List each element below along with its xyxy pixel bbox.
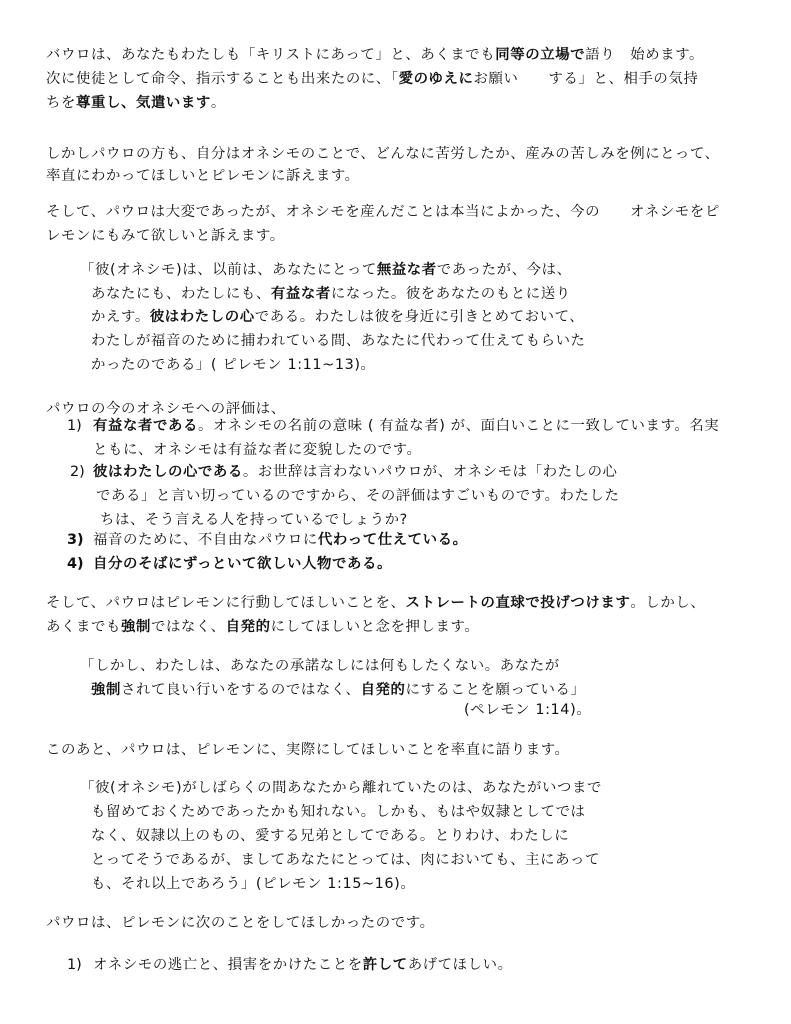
bold-text: 彼はわたしの心 (149, 309, 255, 325)
text: にしてほしいと念を押します。 (270, 619, 480, 635)
list-number: 4) (67, 556, 84, 572)
text: とってそうであるが、ましてあなたにとっては、肉においても、主にあって (91, 852, 600, 868)
text: あなたにも、わたしにも、 (91, 286, 271, 302)
text: このあと、パウロは、ピレモンに、実際にしてほしいことを率直に語ります。 (46, 742, 570, 758)
text: ちは、そう言える人を持っているでしょうか? (100, 512, 408, 528)
bold-text: 強制 (120, 619, 151, 635)
paragraph-line (46, 166, 360, 186)
text: である。わたしは彼を身近に引きとめておいて、 (254, 309, 585, 325)
paragraph-line (46, 144, 720, 164)
quote-line (91, 284, 571, 304)
list-number: 2) (70, 464, 85, 480)
text: お願い する」と、相手の気持 (473, 71, 699, 87)
quote-line (80, 778, 602, 798)
paragraph-line (46, 617, 479, 637)
text: 。お世辞は言わないパウロが、オネシモは「わたしの心 (242, 464, 618, 480)
quote-line (91, 355, 376, 375)
paragraph-line (46, 226, 285, 246)
text: パウロは、ピレモンに次のことをしてほしかったのです。 (46, 915, 435, 931)
list-item-line (100, 510, 408, 530)
text: あげてほしい。 (407, 957, 513, 973)
list-item-line (93, 554, 392, 574)
text: も、それ以上であろう」(ピレモン 1:15~16)。 (91, 876, 416, 892)
list-number: 3) (67, 532, 84, 548)
bold-text: 自発的 (360, 682, 406, 698)
text: ちを (46, 95, 76, 111)
text: 次に使徒として命令、指示することも出来たのに、「 (46, 71, 399, 87)
bold-text: 尊重し、気遣います (75, 95, 211, 111)
text: になった。彼をあなたのもとに送り (330, 286, 571, 302)
text: オネシモの逃亡と、損害をかけたことを (93, 957, 363, 973)
text: も留めておくためであったかも知れない。しかも、もはや奴隷としてでは (91, 804, 586, 820)
text: 。オネシモの名前の意味 ( 有益な者) が、面白いことに一致しています。名実 (197, 418, 720, 434)
paragraph-line (46, 913, 435, 933)
bold-text: 有益な者である (93, 418, 198, 434)
bold-text: 有益な者 (270, 286, 331, 302)
paragraph-line (46, 69, 698, 89)
text: かったのである」( ピレモン 1:11~13)。 (91, 357, 376, 373)
bold-text: ストレートの直球で投げつけます (405, 595, 631, 611)
paragraph-line (46, 740, 570, 760)
text: ではなく、 (150, 619, 226, 635)
paragraph-line (46, 45, 704, 65)
paragraph-line (46, 93, 226, 113)
paragraph-line (46, 202, 720, 222)
bold-text: 代わって仕えている。 (317, 532, 468, 548)
bold-text: 自発的 (225, 619, 271, 635)
text: (ペレモン 1:14)。 (464, 702, 592, 718)
list-item-line (93, 955, 513, 975)
quote-line (91, 826, 569, 846)
text: されて良い行いをするのではなく、 (120, 682, 361, 698)
text: そして、パウロはピレモンに行動してほしいことを、 (46, 595, 406, 611)
bold-text: 許して (362, 957, 408, 973)
text: あくまでも (46, 619, 121, 635)
text: かえす。 (91, 309, 150, 325)
quote-line (91, 874, 415, 894)
quote-line (91, 331, 586, 351)
text: 。しかし、 (630, 595, 706, 611)
text: にすることを願っている」 (405, 682, 586, 698)
text: なく、奴隷以上のもの、愛する兄弟としてである。とりわけ、わたしに (91, 828, 570, 844)
bold-text: 愛のゆえに (398, 71, 474, 87)
quote-line (91, 850, 600, 870)
text: パウロの今のオネシモへの評価は、 (46, 401, 286, 417)
list-item-line (93, 416, 719, 436)
text: そして、パウロは大変であったが、オネシモを産んだことは本当によかった、今の オネシモをピ (46, 204, 720, 220)
text: 。 (210, 95, 226, 111)
text: バウロは、あなたもわたしも「キリストにあって」と、あくまでも (46, 47, 496, 63)
bold-text: 強制 (91, 682, 121, 698)
list-item-line (93, 440, 422, 460)
list-number: 1) (67, 957, 82, 973)
text: ともに、オネシモは有益な者に変貌したのです。 (93, 442, 422, 458)
text: レモンにもみて欲しいと訴えます。 (46, 228, 285, 244)
text: である」と言い切っているのですから、その評価はすごいものです。わたした (96, 488, 620, 504)
quote-citation (464, 700, 591, 720)
bold-text: 彼はわたしの心である (93, 464, 243, 480)
list-number: 1) (67, 418, 82, 434)
quote-line (91, 307, 584, 327)
text: 語り 始めます。 (585, 47, 705, 63)
quote-line (80, 260, 572, 280)
text: 「しかし、わたしは、あなたの承諾なしには何もしたくない。あなたが (80, 658, 560, 674)
text: 福音のために、不自由なパウロに (93, 532, 318, 548)
list-item-line (93, 530, 468, 550)
bold-text: 自分のそばにずっといて欲しい人物である。 (93, 556, 392, 572)
text: 「彼(オネシモ)がしばらくの間あなたから離れていたのは、あなたがいつまで (80, 780, 602, 796)
quote-line (91, 802, 586, 822)
list-item-line (96, 486, 620, 506)
quote-line (91, 680, 585, 700)
bold-text: 同等の立場で (495, 47, 586, 63)
paragraph-line (46, 593, 705, 613)
list-item-line (93, 462, 618, 482)
text: わたしが福音のために捕われている間、あなたに代わって仕えてもらいた (91, 333, 586, 349)
text: であったが、今は、 (436, 262, 572, 278)
quote-line (80, 656, 560, 676)
bold-text: 無益な者 (376, 262, 437, 278)
text: しかしパウロの方も、自分はオネシモのことで、どんなに苦労したか、産みの苦しみを例にとって、 (46, 146, 720, 162)
text: 率直にわかってほしいとピレモンに訴えます。 (46, 168, 360, 184)
text: 「彼(オネシモ)は、以前は、あなたにとって (80, 262, 377, 278)
